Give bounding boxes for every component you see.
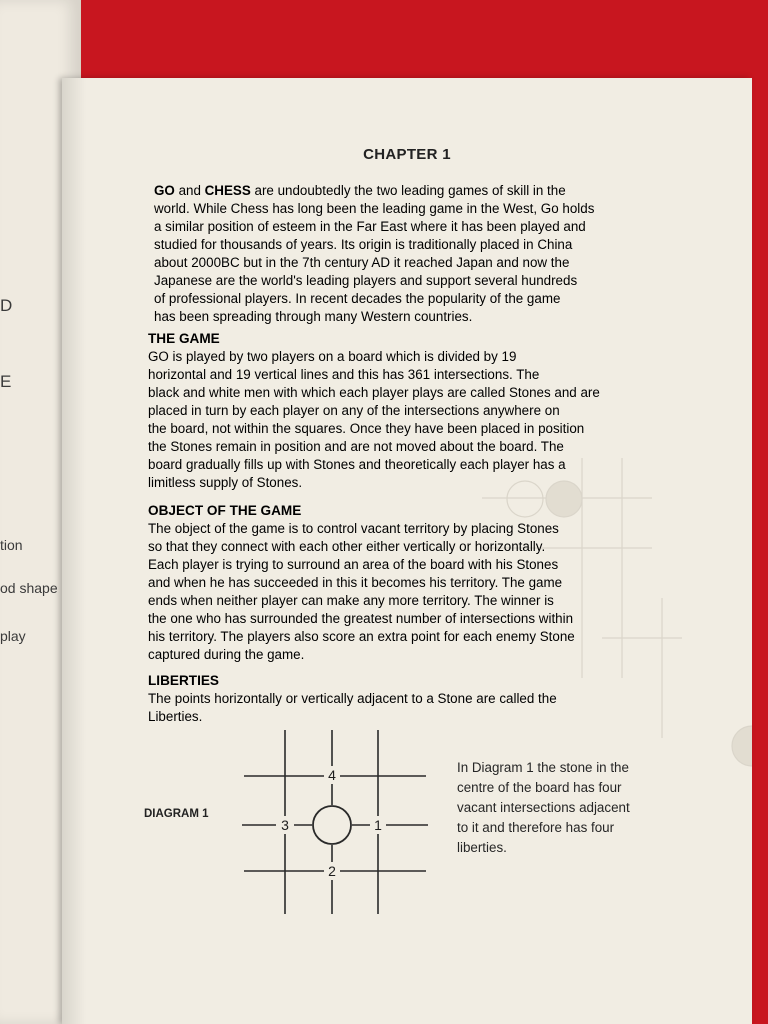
text-line: and when he has succeeded in this it becomes his territory. The game [148,575,563,590]
text-line: ends when neither player can make any more territory. The winner is [148,593,554,608]
stone [313,806,351,844]
caption-line: centre of the board has four [457,780,622,795]
text-line: Each player is trying to surround an area of the board with his Stones [148,557,559,572]
section-heading: OBJECT OF THE GAME [148,503,302,518]
text-line: about 2000BC but in the 7th century AD it reached Japan and now the [154,255,570,270]
left-page-fragment: E [0,372,12,391]
text-line: the one who has surrounded the greatest number of intersections within [148,611,574,626]
section-heading: THE GAME [148,331,220,346]
text-line: The object of the game is to control vacant territory by placing Stones [148,521,559,536]
section-heading: LIBERTIES [148,673,219,688]
left-page-fragment: D [0,296,13,315]
caption-line: In Diagram 1 the stone in the [457,760,629,775]
text-line: limitless supply of Stones. [148,475,303,490]
point-label-4: 4 [328,767,336,783]
text-line: GO is played by two players on a board which is divided by 19 [148,349,517,364]
point-label-1: 1 [374,817,382,833]
text-line: world. While Chess has long been the leading game in the West, Go holds [154,201,595,216]
diagram-caption [457,758,667,858]
text-line: of professional players. In recent decades the popularity of the game [154,291,561,306]
left-page-fragment: tion [0,537,23,553]
go-bold: GO [154,183,175,198]
text-line: captured during the game. [148,647,305,662]
text-line: Liberties. [148,709,203,724]
chess-bold: CHESS [204,183,251,198]
text-line: black and white men with which each player plays are called Stones and are [148,385,600,400]
text-line: horizontal and 19 vertical lines and this has 361 intersections. The [148,367,540,382]
text-line: The points horizontally or vertically adjacent to a Stone are called the [148,691,557,706]
text-line: board gradually fills up with Stones and theoretically each player has a [148,457,566,472]
left-page-fragment: od shape [0,580,58,596]
caption-line: vacant intersections adjacent [457,800,630,815]
text-line: his territory. The players also score an extra point for each enemy Stone [148,629,575,644]
text-line: the board, not within the squares. Once they have been placed in position [148,421,585,436]
text-line: so that they connect with each other either vertically or horizontally. [148,539,546,554]
point-label-3: 3 [281,817,289,833]
text-line: Japanese are the world's leading players and support several hundreds [154,273,578,288]
diagram-label: DIAGRAM 1 [144,808,209,820]
text-line: has been spreading through many Western countries. [154,309,473,324]
book-page [62,78,752,1024]
point-label-2: 2 [328,863,336,879]
text-line: the Stones remain in position and are not moved about the board. The [148,439,564,454]
chapter-title: CHAPTER 1 [363,146,451,163]
caption-line: liberties. [457,840,507,855]
left-page-fragment: play [0,628,26,644]
text-line: a similar position of esteem in the Far East where it has been played and [154,219,586,234]
caption-line: to it and therefore has four [457,820,615,835]
text-line: studied for thousands of years. Its origin is traditionally placed in China [154,237,573,252]
text-line: GO and CHESS are undoubtedly the two leading games of skill in the [154,183,566,198]
diagram-1-board [62,78,752,1024]
text-line: placed in turn by each player on any of the intersections anywhere on [148,403,560,418]
